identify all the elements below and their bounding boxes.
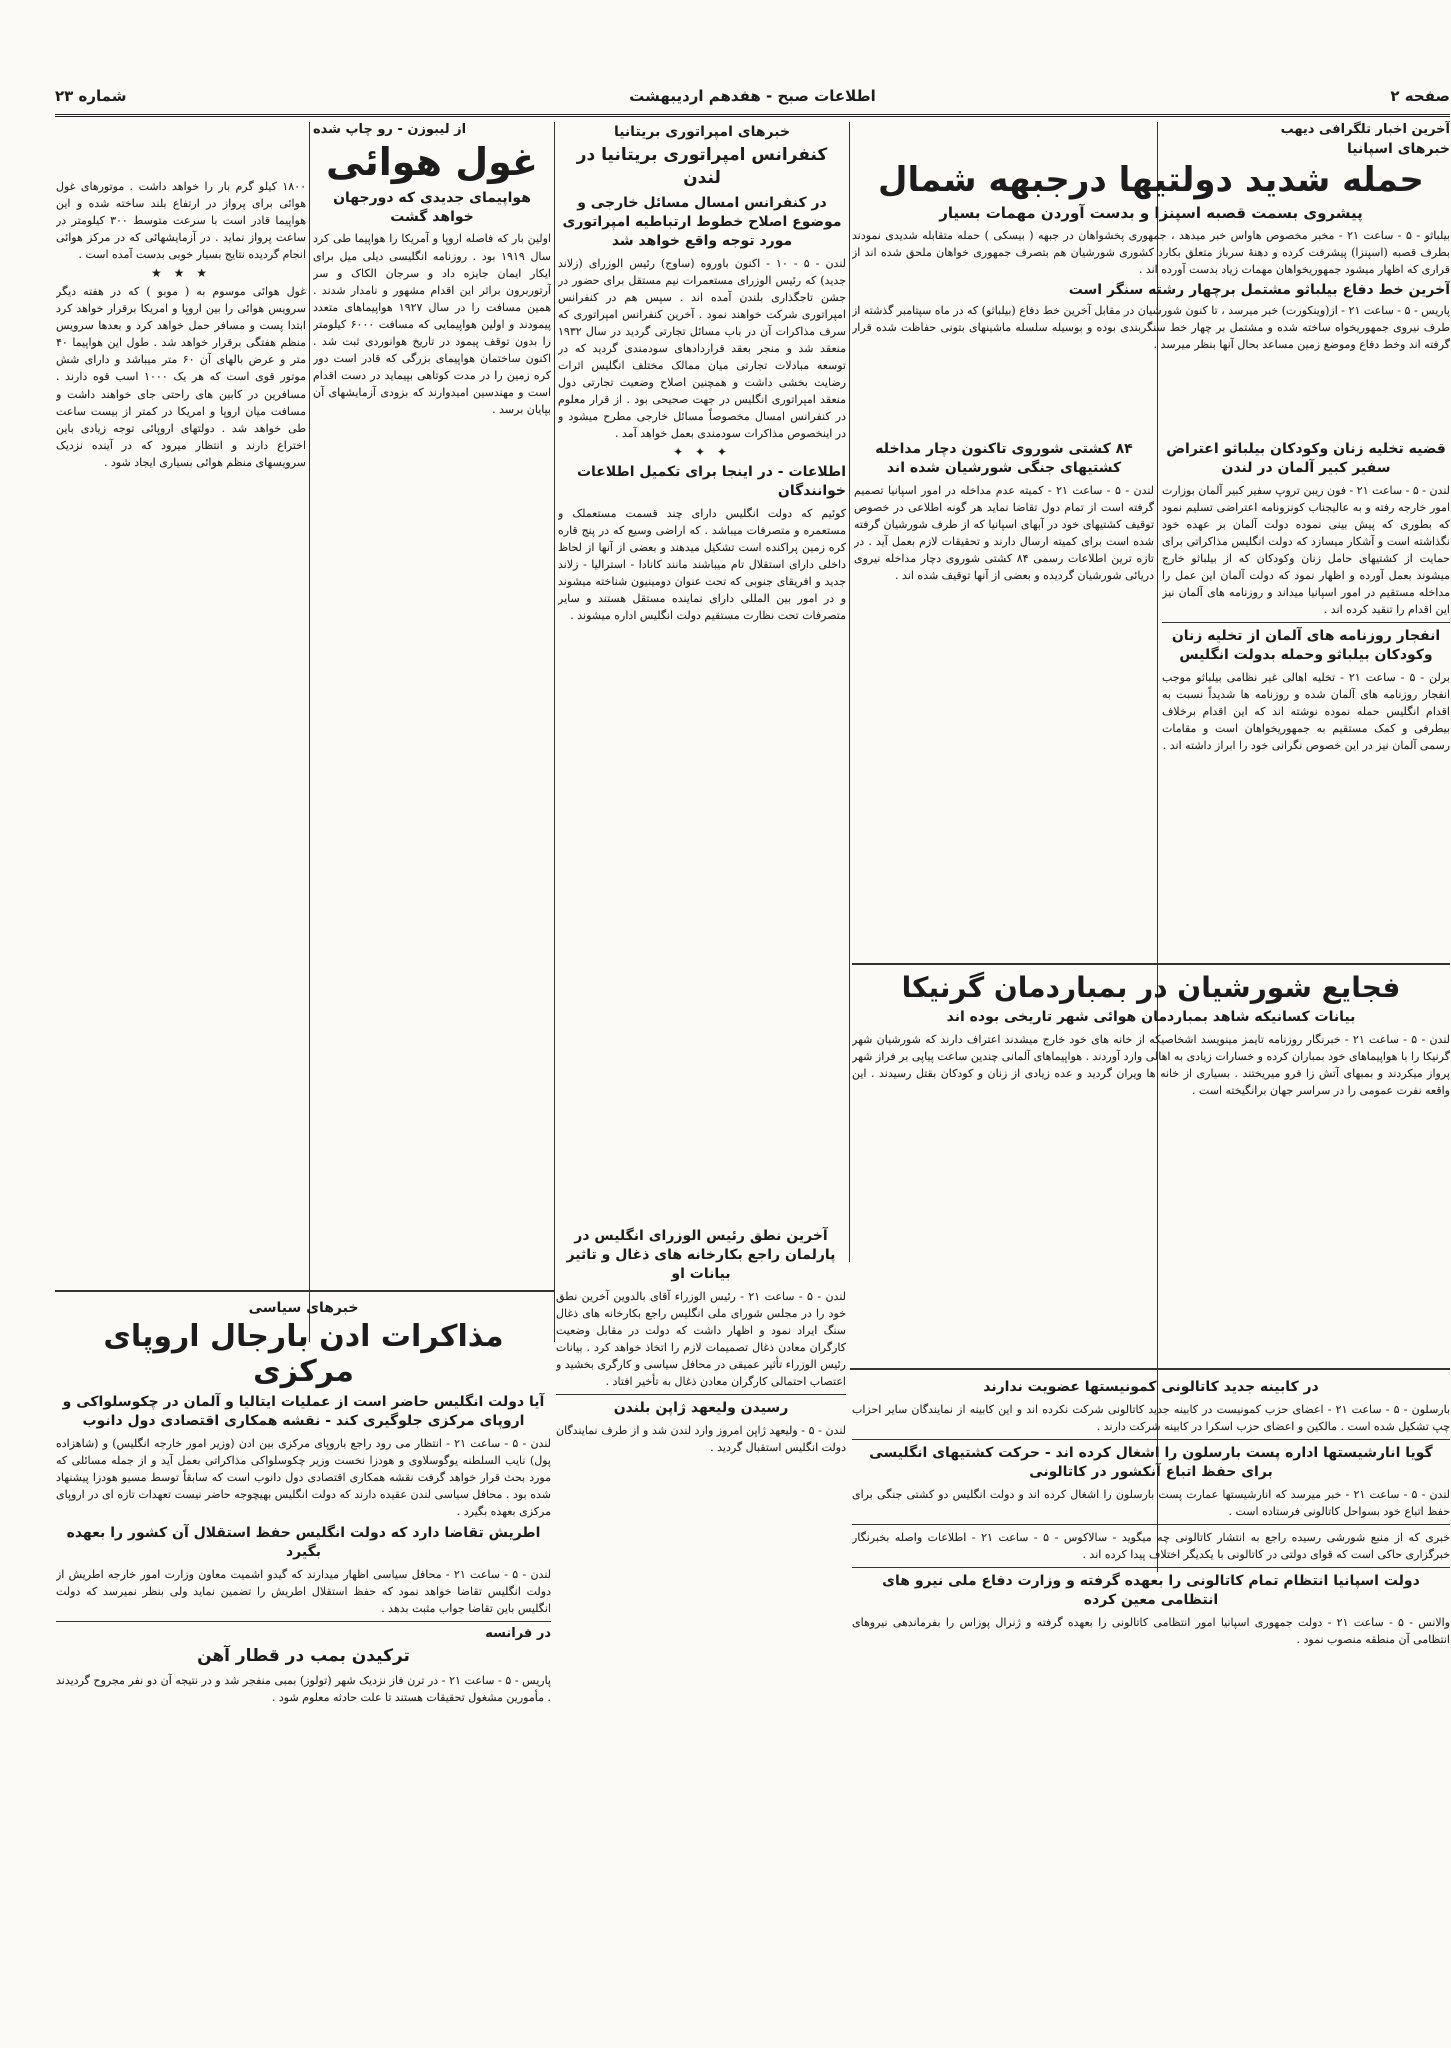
article-body: برلن - ۵ - ساعت ۲۱ - تخلیه اهالی غیر نظامی بیلباثو موجب انفجار روزنامه های آلمان شده و روزنامه ها شدیداً نسبت به اقدام انگلیس حمله نموده نوشته اند که این اقدام برخلاف بیطرفی و کمک مستقیم به جمهوریخواهان است و مقامات رسمی آلمان نیز در این خصوص نگرانی خود را ابراز داشته اند . <box>1162 670 1450 753</box>
column-rule <box>849 122 850 1262</box>
section-rule <box>850 1368 1450 1370</box>
political-news <box>56 1296 551 1916</box>
article-body: لندن - ۵ - ساعت ۲۱ - کمیته عدم مداخله در امور اسپانیا تصمیم گرفته است از تمام دول تقاضا نماید هر گونه اطلاعی در خصوص توقیف کشتیهای خود در آبهای اسپانیا که از طرف شورشیان گرفته شده است برای کمیته ارسال دارند و تحقیقات لازم بعمل آید . در تازه ترین اطلاعات رسمی ۸۴ کشتی شوروی دچار مداخله نیروی دریائی شورشیان گردیده و بعضی از آنها توقیف شده اند . <box>854 483 1154 583</box>
article-body: پاریس - ۵ - ساعت ۲۱ - در ترن فاز نزدیک شهر (تولوز) بمبی منفجر شد و در نتیجه آن دو نفر مجروح گردیدند . مأمورین مشغول تحقیقات هستند تا علت حادثه معلوم شود . <box>56 1673 551 1704</box>
section-kicker: خبرهای امپراتوری بریتانیا <box>613 124 791 140</box>
sub-headline: پیشروی بسمت قصبه اسپنزا و بدست آوردن مهمات بسیار <box>939 204 1363 223</box>
article-subhead: در کنفرانس امسال مسائل خارجی و موضوع اصلاح خطوط ارتباطیه امپراتوری مورد توجه واقع خواهد شد <box>562 194 842 249</box>
article-body: بارسلون - ۵ - ساعت ۲۱ - اعضای حزب کمونیست در کابینه جدید کاتالونی شرکت نکرده اند و این کابینه از نمایندگان سایر احزاب چپ تشکیل شده است . مالکین و اعضای حزب اسکرا در کابینه شرکت دارند . <box>852 1402 1450 1433</box>
article-headline: غول هوائی <box>326 140 538 184</box>
article-body: لندن - ۵ - ساعت ۲۱ - خبر میرسد که انارشیستها عمارت پست بارسلون را اشغال کرده اند و دولت انگلیس دو کشتی جنگی برای حفظ اتباع خود بسواحل کاتالونی فرستاده است . <box>852 1487 1450 1518</box>
article-body: بیلباثو - ۵ - ساعت ۲۱ - مخبر مخصوص هاواس خبر میدهد ، جمهوری پخشواهان در جبهه ( بیسکی ) حمله متقابله شدیدی نمودند بطرف قصبه (اسپنزا) پیشرفت کرده و دهنهٔ سرباز متعلق بکارد کشوری شورشیان هم بتصرف جمهوری خواهان ملحق شده اند از قراری که اظهار میشود جمهوریخواهان مهمات زیاد بدست آورده اند . <box>852 228 1450 276</box>
article-body: لندن - ۵ - ساعت ۲۱ - رئیس الوزراء آقای بالدوین آخرین نطق خود را در مجلس شورای ملی انگلیس راجع بکارخانه های ذغال سنگ ایراد نمود و اظهار داشت که دولت در مقابل وضعیت کارگران معادن ذغال تصمیمات لازم را اتخاذ خواهد کرد . بیانات رئیس الوزراء تأثیر عمیقی در محافل سیاسی و کارگری بخشید و اعتصاب احتمالی کارگران معادن ذغال به تأخیر افتاد . <box>556 1289 846 1388</box>
article-headline: ترکیدن بمب در قطار آهن <box>197 1645 410 1666</box>
article-body: غول هوائی موسوم به ( موبو ) که در هفته دیگر سرویس هوائی را بین اروپا و امریکا برقرار خواهد کرد ابتدا پست و مسافر حمل خواهد کرد و بعدها سرویس منظم هفتگی برقرار خواهد شد . طول این هواپیما ۴۰ متر و عرض بالهای آن ۶۰ متر میباشد و دارای شش موتور قوی است که هر یک ۱۰۰۰ اسب قوه دارند . مسافرین در کابین های راحتی جای خواهند داشت و مسافت میان اروپا و امریکا در کمتر از بیست ساعت طی خواهد شد . دولتهای اروپائی توجه زیادی باین اختراع دارند و انتظار میرود که در آینده نزدیک سرویسهای منظم هوائی بسیاری ایجاد شود . <box>56 285 306 469</box>
article-body: والانس - ۵ - ساعت ۲۱ - دولت جمهوری اسپانیا امور انتظامی کاتالونی را بعهده گرفته و ژنرال پوزاس را بفرماندهی نیروهای انتظامی آن منطقه منصوب نمود . <box>852 1615 1450 1646</box>
newspaper-page <box>55 78 1450 2038</box>
article-headline: ۸۴ کشتی شوروی تاکنون دچار مداخله کشتیهای جنگی شورشیان شده اند <box>875 441 1133 476</box>
soviet-ships-column <box>854 436 1154 796</box>
divider-stars: ✦ ✦ ✦ <box>673 445 731 460</box>
article-headline: قضیه تخلیه زنان وکودکان بیلباثو اعتراض سفیر کبیر آلمان در لندن <box>1166 441 1446 476</box>
article-body: ۱۸۰۰ کیلو گرم بار را خواهد داشت . موتورهای غول هوائی برای پرواز در ارتفاع بلند ساخته شده و این هواپیما قادر است با سرعت متوسط ۳۰۰ کیلومتر در ساعت پرواز نماید . در آزمایشهائی که در مرکز هوائی انجام گردیده نتایج بسیار خوبی بدست آمده است . <box>56 180 306 262</box>
article-body: پاریس - ۵ - ساعت ۲۱ - از(وینکورت) خبر میرسد ، تا کنون شورشیان در مقابل آخرین خط دفاع (بیلباثو) که در ماه سپتامبر گذشته از طرف نیروی جمهوریخواه ساخته شده و مشتمل بر چهار خط سنگربندی بوده و بوسیله سلسله ماشینهای بتونی حفاظت شده قرار گرفته اند وخط دفاع وموضع زمین مساعد بحال آنها بنظر میرسد . <box>852 303 1450 352</box>
section-label: آخرین اخبار تلگرافی دیهب <box>1280 122 1450 137</box>
section-rule <box>55 1290 554 1292</box>
article-headline: گویا انارشیستها اداره پست بارسلون را اشغال کرده اند - حرکت کشتیهای انگلیسی برای حفظ اتباع آنکشور در کاتالونی <box>869 1444 1433 1480</box>
column-rule <box>554 122 555 1342</box>
section-label: در فرانسه <box>485 1625 551 1641</box>
article-body: لندن - ۵ - ساعت ۲۱ - محافل سیاسی اظهار میدارند که گیدو اشمیت معاون وزارت امور خارجه اطریش از دولت انگلیس تقاضا خواهد نمود که حفظ استقلال اطریش را تضمین نماید ولی بنظر نمیرسد که دولت انگلیس باین تقاضا جواب مثبت بدهد . <box>56 1567 551 1615</box>
article-headline: آخرین نطق رئیس الوزرای انگلیس در پارلمان راجع بکارخانه های ذغال و تاثیر بیانات او <box>566 1228 836 1282</box>
section-kicker: خبرهای اسپانیا <box>1347 141 1450 157</box>
article-body: لندن - ۵ - ساعت ۲۱ - فون ریبن تروپ سفیر کبیر آلمان بوزارت امور خارجه رفته و به عالیجناب کونزونامه اعتراضی تسلیم نمود که بطوری که پیش بینی نموده دولت آلمان بر عهده خود نگذاشته است و آشکار میسازد که دولت انگلیس مذاکراتی برای حمایت از کشتیهای حامل زنان وکودکان که از بیلباثو خارج میشوند بعمل آورده و اظهار نمود که دولت آلمان این عمل را مداخله مستقیم در امور اسپانیا میداند و روزنامه های آلمان نیز این اقدام را تنقید کرده اند . <box>1162 483 1450 617</box>
section-rule <box>852 963 1450 965</box>
article-subhead: اطریش تقاضا دارد که دولت انگلیس حفظ استقلال آن کشور را بعهده بگیرد <box>66 1525 541 1560</box>
page-number: صفحه ۲ <box>1390 87 1450 105</box>
article-headline: اطلاعات - در اینجا برای تکمیل اطلاعات خوانندگان <box>576 464 846 499</box>
article-subhead: آیا دولت انگلیس حاضر است از عملیات ایتالیا و آلمان در چکوسلواکی و اروپای مرکزی جلوگیری کند - نقشه همکاری اقتصادی دول دانوب <box>62 1394 545 1429</box>
section-label: از لیبوزن - رو چاپ شده <box>313 122 467 137</box>
main-headline: حمله شدید دولتیها درجبهه شمال <box>878 160 1424 200</box>
guernica-block <box>852 968 1450 1363</box>
column-rule <box>309 122 310 1342</box>
article-body: کوئیم که دولت انگلیس دارای چند قسمت مستعملک و مستعمره و متصرفات میباشد . که اراضی وسیع که در پنج قاره کره زمین پراکنده است تشکیل میدهند و بعضی از آنها از لحاظ داخلی دارای استقلال تام میباشند مانند کانادا - استرالیا - زلاند جدید و افریقای جنوبی که تحت عنوان دومینیون شناخته میشوند و در امور بین المللی دارای نماینده مستقل هستند و سایر متصرفات تحت نظارت مستقیم دولت انگلیس اداره میشوند . <box>558 506 846 623</box>
article-headline: کنفرانس امپراتوری بریتانیا در لندن <box>576 145 828 188</box>
article-body: لندن - ۵ - ساعت ۲۱ - خبرنگار روزنامه تایمز مینویسد اشخاصیکه از خانه های خود خارج میشدند اعتراف دارند که شورشیان شهر گرنیکا را با هواپیماهای خود بمباران کرده و خسارات زیادی به اهالی وارد آوردند . هواپیماهای آلمانی چندین ساعت پیاپی بر فراز شهر پرواز میکردند و بمبهای آتش زا فرو میریختند . بسیاری از خانه ها ویران گردید و عده زیادی از زنان و کودکان بقتل رسیدند . این واقعه نفرت عمومی را در سراسر جهان برانگیخته است . <box>852 1033 1450 1098</box>
section-kicker: خبرهای سیاسی <box>248 1300 359 1316</box>
paper-title: اطلاعات صبح - هفدهم اردیبهشت <box>629 87 876 105</box>
divider-stars: ★ ★ ★ <box>151 266 211 281</box>
article-subhead: هواپیمای جدیدی که دورجهان خواهد گشت <box>333 189 531 225</box>
article-body: اولین بار که فاصله اروپا و آمریکا را هواپیما طی کرد سال ۱۹۱۹ بود . روزنامه انگلیسی دیلی میل برای ایکار ایمان جایزه داد و سرجان الکاک و سر آرتوربرون براثر این اقدام مشهور و نامدار شدند . همین مسافت را در سال ۱۹۲۷ هواپیماهای متعدد پیمودند و اولین هواپیمایی که مسافت ۶۰۰۰ کیلومتر را بدون توقف پیمود در تاریخ هوانوردی ثبت شد . اکنون ساختمان هواپیمای بزرگی که قادر است دور کره زمین را در مدت کوتاهی بپیماید در دست اقدام است و مهندسین امیدوارند که بزودی آزمایشهای آن بپایان برسد . <box>313 232 551 416</box>
catalonia-block <box>852 1374 1450 2014</box>
article-body: خبری که از منبع شورشی رسیده راجع به انتشار کاتالونی چه میگوید - سالاکوس - ۵ - ساعت ۲۱ - اطلاعات واصله بخبرنگار خبرگزاری حاکی است که قوای دولتی در کاتالونی با یکدیگر اختلاف پیدا کرده اند . <box>852 1530 1450 1561</box>
air-giant-column <box>313 120 551 1290</box>
article-headline: دولت اسپانیا انتظام تمام کاتالونی را بعهده گرفته و وزارت دفاع ملی نیرو های انتظامی معین کرده <box>882 1572 1420 1608</box>
air-giant-continued <box>56 178 306 1288</box>
right-column <box>1162 436 1450 976</box>
article-body: لندن - ۵ - ولیعهد ژاپن امروز وارد لندن شد و از طرف نمایندگان دولت انگلیس استقبال گردید . <box>556 1423 846 1454</box>
article-body: لندن - ۵ - ۱۰ - اکنون باوروه (ساوج) رئیس الوزرای (زلاند جدید) که رئیس الوزرای مستعمرات نیم مستقل برای حضور در جشن تاجگذاری بلندن آمده اند . سپس هم در کنفرانس امپراتوری شرکت خواهند نمود . آخرین کنفرانس امپراتوری که سرف مذاکرات آن در باب مسائل تجارتی گردید در سال ۱۹۳۲ منعقد شد و منجر بعقد قراردادهای سودمندی گردید که در توسعه مبادلات تجارتی میان ممالک مختلف انگلیس اثرات رضایت بخشی داشت و همچنین اصلاح وضعیت تجارتی دول منعقد امپراتوری انگلیس در جهت صحیحی بود . از قرار معلوم در کنفرانس امسال مخصوصاً مسائل خارجی مطرح میشود و در اینخصوص مذاکرات سودمندی بعمل خواهد آمد . <box>558 256 846 441</box>
article-headline: انفجار روزنامه های آلمان از تخلیه زنان وکودکان بیلباثو وحمله بدولت انگلیس <box>1171 628 1441 664</box>
issue-number: شماره ۲۳ <box>55 87 127 105</box>
empire-column <box>558 120 846 1140</box>
article-headline: فجایع شورشیان در بمباردمان گرنیکا <box>901 971 1401 1004</box>
sub-headline: آخرین خط دفاع بیلباثو مشتمل برچهار رشته سنگر است <box>1068 281 1450 298</box>
article-subhead: بیانات کسانیکه شاهد بمباردمان هوائی شهر تاریخی بوده اند <box>946 1009 1356 1026</box>
spain-front-block <box>852 120 1450 420</box>
article-headline: در کابینه جدید کاتالونی کمونیستها عضویت ندارند <box>983 1379 1319 1395</box>
article-body: لندن - ۵ - ساعت ۲۱ - انتظار می رود راجع باروپای مرکزی بین ادن (وزیر امور خارجه انگلیس) و (شاهزاده پول) نایب السلطنه یوگوسلاوی و هودزا نخست وزیر چکوسلواکی مذاکراتی بعمل آید و از جمله مسائلی که مورد بحث قرار خواهد گرفت نقشه همکاری اقتصادی دول دانوب است که سابقاً توسط مسیو هودزا پیشنهاد شده بود . محافل سیاسی لندن عقیده دارند که دولت انگلیس بهیچوجه حاضر نیست تعهدات تازه ای در اروپای مرکزی بعهده بگیرد . <box>56 1436 551 1518</box>
article-headline: مذاکرات ادن بارجال اروپای مرکزی <box>103 1319 504 1389</box>
masthead <box>55 78 1450 117</box>
parliament-column <box>556 1223 846 2003</box>
article-headline: رسیدن ولیعهد ژاپن بلندن <box>613 1399 789 1416</box>
